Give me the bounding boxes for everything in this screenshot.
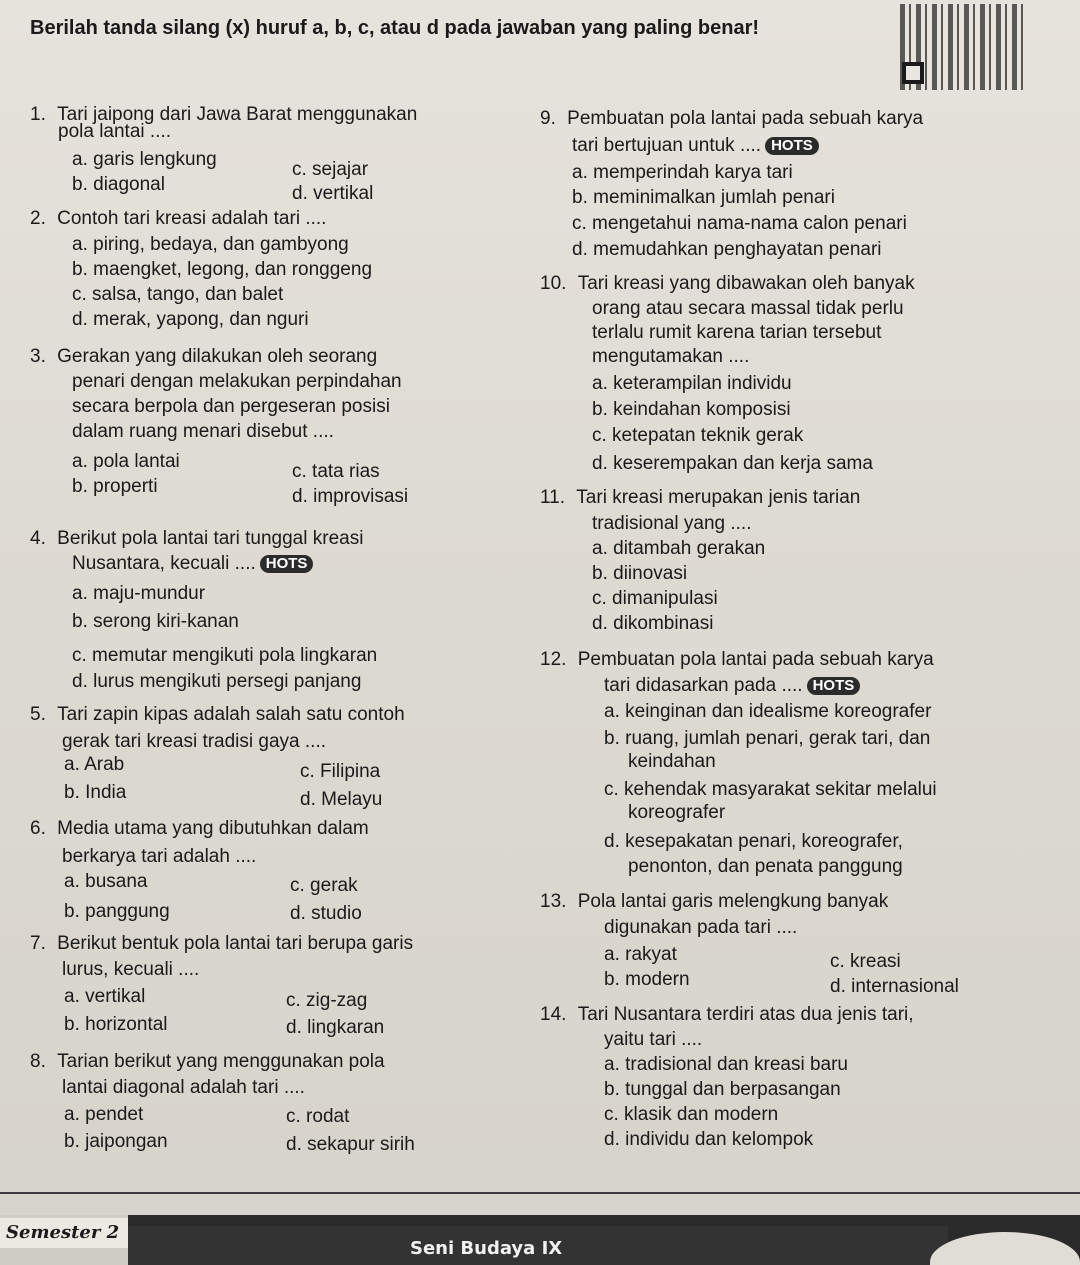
question-stem: Berikut bentuk pola lantai tari berupa garis [57,933,414,954]
question-stem: Media utama yang dibutuhkan dalam [57,818,369,839]
question-stem-line [604,674,860,698]
question-stem-line: penari dengan melakukan perpindahan [72,371,402,392]
option-b[interactable]: b. diagonal [72,174,165,195]
question-2 [30,207,326,231]
option-d[interactable]: d. improvisasi [292,486,409,507]
question-stem-text: tari bertujuan untuk .... [572,135,762,156]
option-d[interactable]: d. memudahkan penghayatan penari [572,239,882,260]
question-number: 9. [540,108,556,129]
option-c[interactable]: c. sejajar [292,159,369,180]
question-stem: Pembuatan pola lantai pada sebuah karya [577,649,934,670]
question-stem-line: dalam ruang menari disebut .... [72,421,334,442]
option-c[interactable]: c. ketepatan teknik gerak [592,425,804,446]
option-d[interactable]: d. studio [290,903,362,924]
option-b[interactable]: b. meminimalkan jumlah penari [572,187,835,208]
option-a[interactable]: a. keinginan dan idealisme koreografer [604,701,932,722]
question-number: 6. [30,818,46,839]
question-stem: Tari kreasi yang dibawakan oleh banyak [577,273,915,294]
option-d[interactable]: d. sekapur sirih [286,1134,415,1155]
option-b[interactable]: b. jaipongan [64,1131,168,1152]
question-stem: Tari jaipong dari Jawa Barat menggunakan [57,104,418,125]
question-number: 14. [540,1004,567,1025]
option-d[interactable]: d. lurus mengikuti persegi panjang [72,671,362,692]
option-d[interactable]: d. merak, yapong, dan nguri [72,309,309,330]
option-d[interactable]: d. kesepakatan penari, koreografer, [604,831,903,852]
question-number: 13. [540,891,567,912]
question-number: 2. [30,208,46,229]
option-d-cont: penonton, dan penata panggung [628,856,903,877]
question-number: 4. [30,528,46,549]
option-c[interactable]: c. kehendak masyarakat sekitar melalui [604,779,937,800]
question-number: 3. [30,346,46,367]
option-b-cont: keindahan [628,751,716,772]
footer-divider [0,1192,1080,1194]
option-c-cont: koreografer [628,802,726,823]
question-stem-line: lantai diagonal adalah tari .... [62,1077,305,1098]
option-d[interactable]: d. internasional [830,976,959,997]
option-a[interactable]: a. maju-mundur [72,583,206,604]
question-5 [30,703,405,727]
semester-label: Semester 2 [0,1218,128,1248]
option-b[interactable]: b. tunggal dan berpasangan [604,1079,841,1100]
option-c[interactable]: c. tata rias [292,461,380,482]
option-b[interactable]: b. keindahan komposisi [592,399,791,420]
question-stem: Berikut pola lantai tari tunggal kreasi [57,528,364,549]
option-a[interactable]: a. tradisional dan kreasi baru [604,1054,848,1075]
option-c[interactable]: c. memutar mengikuti pola lingkaran [72,645,378,666]
option-c[interactable]: c. dimanipulasi [592,588,718,609]
option-c[interactable]: c. salsa, tango, dan balet [72,284,284,305]
question-stem-line: berkarya tari adalah .... [62,846,257,867]
qr-finder-pattern [902,62,924,84]
option-b[interactable]: b. maengket, legong, dan ronggeng [72,259,373,280]
question-stem-line [72,552,313,576]
option-b[interactable]: b. diinovasi [592,563,688,584]
option-d[interactable]: d. lingkaran [286,1017,385,1038]
question-stem-line: pola lantai .... [58,121,172,142]
question-stem: Tarian berikut yang menggunakan pola [57,1051,385,1072]
hots-badge: HOTS [260,555,314,573]
question-stem-line: terlalu rumit karena tarian tersebut [592,322,882,343]
instruction-text: Berilah tanda silang (x) huruf a, b, c, atau d pada jawaban yang paling benar! [30,17,760,39]
question-number: 1. [30,104,46,125]
option-d[interactable]: d. keserempakan dan kerja sama [592,453,873,474]
option-c[interactable]: c. zig-zag [286,990,368,1011]
question-11 [540,486,860,510]
hots-badge: HOTS [807,677,861,695]
option-a[interactable]: a. pola lantai [72,451,180,472]
option-b[interactable]: b. ruang, jumlah penari, gerak tari, dan [604,728,931,749]
question-number: 12. [540,649,567,670]
subject-label: Seni Budaya IX [410,1238,563,1259]
question-stem: Tari Nusantara terdiri atas dua jenis tari, [577,1004,914,1025]
question-14 [540,1003,914,1027]
question-stem-line: lurus, kecuali .... [62,959,200,980]
question-stem: Tari zapin kipas adalah salah satu contoh [57,704,405,725]
question-stem: Contoh tari kreasi adalah tari .... [57,208,327,229]
question-8 [30,1050,385,1074]
question-stem-text: Nusantara, kecuali .... [72,553,256,574]
option-d[interactable]: d. vertikal [292,183,374,204]
question-number: 11. [540,487,566,508]
question-stem-line: secara berpola dan pergeseran posisi [72,396,390,417]
question-10 [540,272,915,296]
question-stem-line: tradisional yang .... [592,513,752,534]
question-stem-text: tari didasarkan pada .... [604,675,803,696]
option-c[interactable]: c. klasik dan modern [604,1104,779,1125]
question-number: 10. [540,273,567,294]
question-stem-line: yaitu tari .... [604,1029,703,1050]
question-number: 7. [30,933,46,954]
option-a[interactable]: a. rakyat [604,944,677,965]
option-a[interactable]: a. Arab [64,754,125,775]
question-stem: Tari kreasi merupakan jenis tarian [576,487,861,508]
option-c[interactable]: c. Filipina [300,761,381,782]
option-c[interactable]: c. gerak [290,875,358,896]
option-c[interactable]: c. kreasi [830,951,901,972]
question-13 [540,890,888,914]
option-c[interactable]: c. rodat [286,1106,350,1127]
option-d[interactable]: d. Melayu [300,789,383,810]
question-number: 5. [30,704,46,725]
option-a[interactable]: a. garis lengkung [72,149,217,170]
option-a[interactable]: a. keterampilan individu [592,373,792,394]
question-9 [540,107,923,131]
option-d[interactable]: d. individu dan kelompok [604,1129,814,1150]
option-b[interactable]: b. properti [72,476,158,497]
option-c[interactable]: c. mengetahui nama-nama calon penari [572,213,907,234]
question-stem: Pembuatan pola lantai pada sebuah karya [567,108,924,129]
question-number: 8. [30,1051,46,1072]
option-a[interactable]: a. pendet [64,1104,144,1125]
option-a[interactable]: a. ditambah gerakan [592,538,766,559]
question-stem-line [572,134,819,158]
option-a[interactable]: a. busana [64,871,148,892]
option-b[interactable]: b. modern [604,969,690,990]
option-b[interactable]: b. panggung [64,901,170,922]
question-12 [540,648,934,672]
hots-badge: HOTS [765,137,819,155]
question-stem-line: digunakan pada tari .... [604,917,798,938]
option-a[interactable]: a. vertikal [64,986,146,1007]
option-b[interactable]: b. horizontal [64,1014,168,1035]
question-stem-line: gerak tari kreasi tradisi gaya .... [62,731,326,752]
option-b[interactable]: b. India [64,782,127,803]
option-a[interactable]: a. piring, bedaya, dan gambyong [72,234,349,255]
question-3 [30,345,377,369]
question-4 [30,527,363,551]
question-stem-line: orang atau secara massal tidak perlu [592,298,904,319]
option-b[interactable]: b. serong kiri-kanan [72,611,239,632]
option-d[interactable]: d. dikombinasi [592,613,714,634]
question-stem: Pola lantai garis melengkung banyak [577,891,889,912]
question-6 [30,817,369,841]
question-stem: Gerakan yang dilakukan oleh seorang [57,346,378,367]
option-a[interactable]: a. memperindah karya tari [572,162,793,183]
question-stem-line: mengutamakan .... [592,346,750,367]
question-7 [30,932,413,956]
